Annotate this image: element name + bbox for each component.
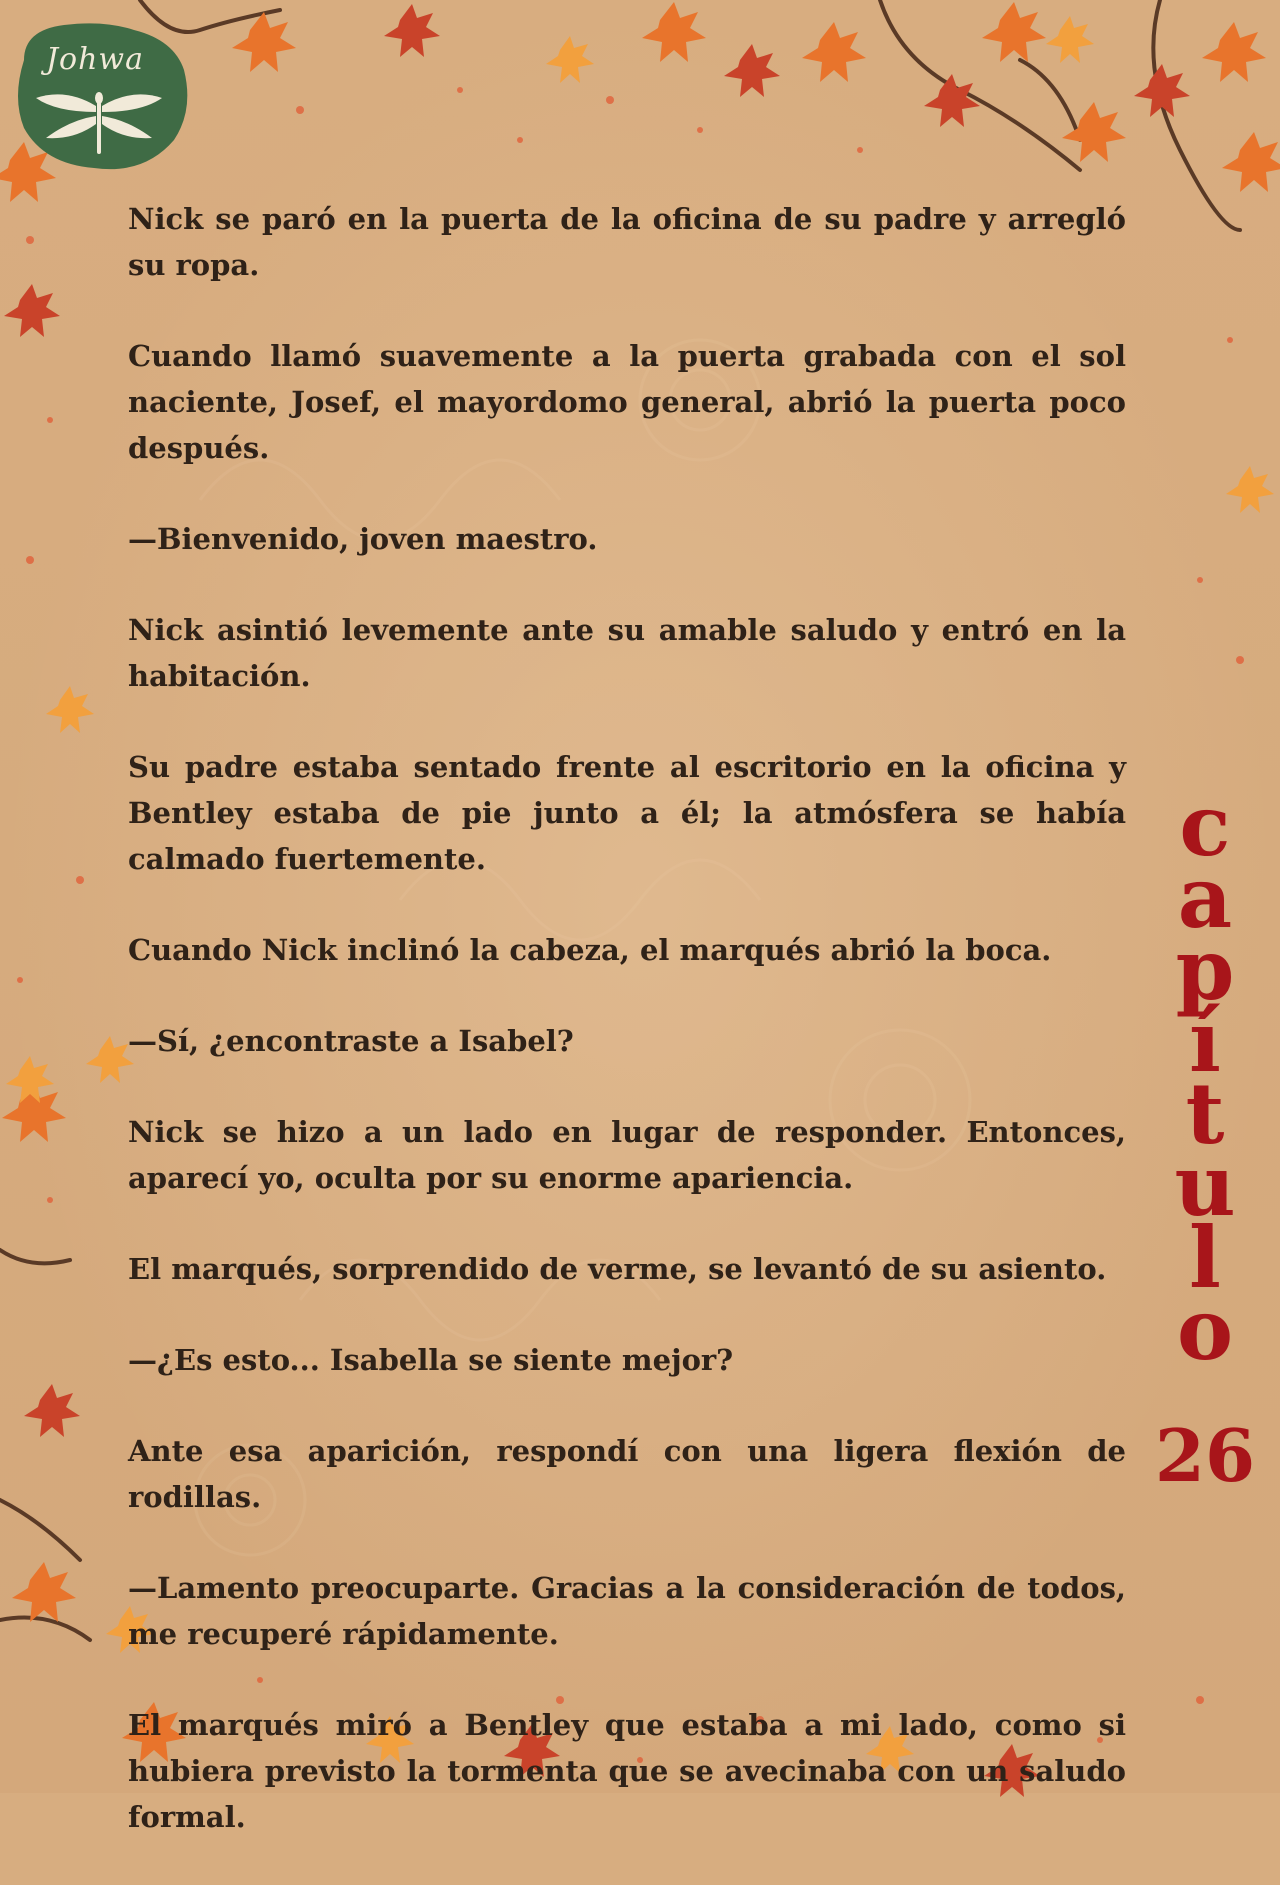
chapter-heading	[1150, 776, 1260, 1498]
paragraph: Nick se hizo a un lado en lugar de responder. Entonces, aparecí yo, oculta por su enorme apariencia.	[128, 1115, 1126, 1195]
chapter-letter: t	[1185, 1064, 1225, 1163]
paragraph: Nick se paró en la puerta de la oficina de su padre y arregló su ropa.	[128, 202, 1126, 282]
paragraph: Su padre estaba sentado frente al escritorio en la oficina y Bentley estaba de pie junto a él; la atmósfera se había calmado fuertemente.	[128, 750, 1126, 876]
chapter-number: 26	[1154, 1413, 1256, 1498]
paragraph: Ante esa aparición, respondí con una ligera flexión de rodillas.	[128, 1434, 1126, 1514]
chapter-body	[128, 196, 1126, 1885]
paragraph: —Sí, ¿encontraste a Isabel?	[128, 1024, 574, 1058]
paragraph: Cuando Nick inclinó la cabeza, el marqués abrió la boca.	[128, 933, 1052, 967]
logo-text: Johwa	[46, 42, 144, 77]
chapter-letter: a	[1177, 848, 1233, 947]
chapter-letter: l	[1189, 1208, 1221, 1307]
chapter-letter: c	[1179, 776, 1231, 875]
paragraph: —¿Es esto... Isabella se siente mejor?	[128, 1343, 734, 1377]
paragraph: El marqués, sorprendido de verme, se levantó de su asiento.	[128, 1252, 1107, 1286]
chapter-letter: u	[1174, 1136, 1236, 1235]
paragraph: —Lamento preocuparte. Gracias a la consideración de todos, me recuperé rápidamente.	[128, 1571, 1126, 1651]
chapter-letter: p	[1175, 920, 1235, 1019]
chapter-letter: o	[1176, 1280, 1234, 1379]
paragraph: —Bienvenido, joven maestro.	[128, 522, 598, 556]
paragraph: El marqués miró a Bentley que estaba a mi lado, como si hubiera previsto la tormenta que se avecinaba con un saludo formal.	[128, 1708, 1126, 1834]
chapter-letter: í	[1189, 992, 1221, 1091]
paragraph: Cuando llamó suavemente a la puerta grabada con el sol naciente, Josef, el mayordomo general, abrió la puerta poco después.	[128, 339, 1126, 465]
paragraph: Nick asintió levemente ante su amable saludo y entró en la habitación.	[128, 613, 1126, 693]
johwa-logo	[4, 20, 194, 170]
